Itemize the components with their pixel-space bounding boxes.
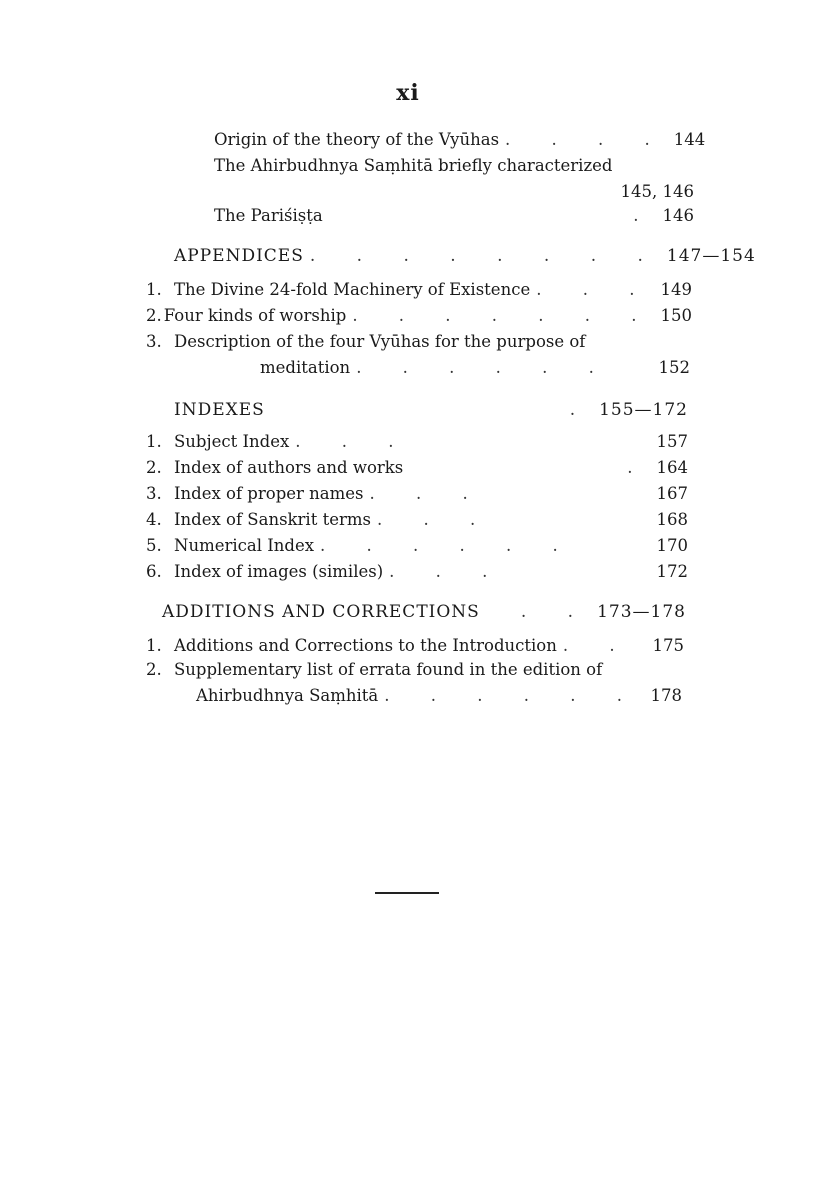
toc-entry-page: 157 <box>656 432 688 451</box>
toc-entry <box>146 536 688 556</box>
toc-entry <box>146 458 688 478</box>
toc-entry-label: Numerical Index <box>174 536 315 555</box>
toc-entry-number: 3. <box>146 332 162 351</box>
toc-entry <box>146 484 688 504</box>
toc-entry-leader: . . . <box>389 562 506 581</box>
toc-entry-page: 145, 146 <box>620 182 694 201</box>
toc-entry-leader: . <box>569 400 594 420</box>
page-number: xi <box>396 80 420 106</box>
toc-entry <box>146 332 692 352</box>
toc-entry-page: 144 <box>673 130 706 149</box>
toc-entry-leader: . <box>633 206 657 225</box>
toc-entry-page: 178 <box>650 686 682 705</box>
toc-entry-label: Subject Index <box>174 432 290 451</box>
toc-entry-page: 175 <box>652 636 684 655</box>
toc-entry-page: 150 <box>660 306 692 325</box>
section-heading-label: APPENDICES <box>174 246 304 266</box>
toc-entry-number: 4. <box>146 510 162 529</box>
toc-entry-number: 1. <box>146 636 162 655</box>
toc-entry-label: Four kinds of worship <box>163 306 347 325</box>
toc-entry-leader: . . . . . . <box>356 358 612 377</box>
toc-entry-leader: . . . <box>536 280 653 299</box>
toc-entry-page: 152 <box>658 358 690 377</box>
toc-entry-page: 147—154 <box>666 246 756 266</box>
toc-entry-number: 2. <box>146 458 162 477</box>
toc-entry-number: 2. <box>146 660 162 679</box>
toc-entry-leader: . . . . . . <box>320 536 576 555</box>
toc-entry-label: Index of authors and works <box>174 458 404 477</box>
toc-entry <box>214 130 706 150</box>
toc-entry-label: Description of the four Vyūhas for the purpose of <box>174 332 586 351</box>
toc-entry-number: 6. <box>146 562 162 581</box>
toc-entry-label: Index of proper names <box>174 484 364 503</box>
toc-entry <box>146 562 688 582</box>
toc-entry-label: Ahirbudhnya Saṃhitā <box>196 686 379 705</box>
toc-entry-label: Additions and Corrections to the Introduction <box>174 636 557 655</box>
section-heading-label: ADDITIONS AND CORRECTIONS <box>162 602 480 622</box>
toc-entry-leader: . . . <box>369 484 486 503</box>
section-heading-label: INDEXES <box>174 400 265 420</box>
toc-entry-leader: . . . <box>295 432 412 451</box>
toc-entry-page: 172 <box>656 562 688 581</box>
toc-entry-leader: . <box>627 458 651 477</box>
toc-entry <box>146 280 692 300</box>
toc-entry-label: Index of Sanskrit terms <box>174 510 371 529</box>
toc-entry-number: 5. <box>146 536 162 555</box>
toc-entry-label: The Divine 24-fold Machinery of Existence <box>174 280 531 299</box>
toc-entry-page: 164 <box>656 458 688 477</box>
toc-entry-page: 167 <box>656 484 688 503</box>
toc-entry-label: The Ahirbudhnya Saṃhitā briefly characterized <box>214 156 613 175</box>
toc-entry-leader: . . <box>562 636 633 655</box>
toc-entry-page: 146 <box>662 206 694 225</box>
toc-entry-page: 170 <box>656 536 688 555</box>
section-heading-indexes <box>174 400 688 420</box>
toc-entry-page: 149 <box>660 280 692 299</box>
toc-entry-number: 1. <box>146 280 162 299</box>
toc-entry-leader: . . . . . . . <box>352 306 655 325</box>
toc-entry-leader: . . . . . . . . <box>309 246 661 266</box>
toc-entry <box>196 686 682 706</box>
toc-entry-label: Index of images (similes) <box>174 562 384 581</box>
end-rule <box>375 892 439 894</box>
toc-entry-number: 3. <box>146 484 162 503</box>
toc-entry-label: Origin of the theory of the Vyūhas <box>214 130 500 149</box>
toc-entry-label: Supplementary list of errata found in the edition of <box>174 660 603 679</box>
toc-entry <box>260 358 690 378</box>
toc-entry <box>146 306 692 326</box>
section-heading-additions <box>162 602 686 622</box>
toc-entry-leader: . . . . . . <box>384 686 640 705</box>
section-heading-appendices <box>174 246 756 266</box>
toc-entry-page: 173—178 <box>597 602 686 622</box>
toc-entry-leader: . . <box>520 602 592 622</box>
toc-entry-label: The Pariśiṣṭa <box>214 206 323 225</box>
toc-entry <box>146 432 688 452</box>
toc-entry <box>146 510 688 530</box>
toc-entry-leader: . . . . <box>505 130 668 149</box>
toc-entry-label: meditation <box>260 358 351 377</box>
toc-entry-number: 2. <box>146 306 162 325</box>
toc-entry-page: 155—172 <box>599 400 688 420</box>
toc-entry-leader: . . . <box>376 510 494 529</box>
toc-entry <box>146 660 684 680</box>
toc-entry-number: 1. <box>146 432 162 451</box>
toc-entry-page: 168 <box>656 510 688 529</box>
toc-entry <box>146 636 684 656</box>
toc-entry <box>214 156 612 176</box>
toc-entry <box>214 206 694 226</box>
